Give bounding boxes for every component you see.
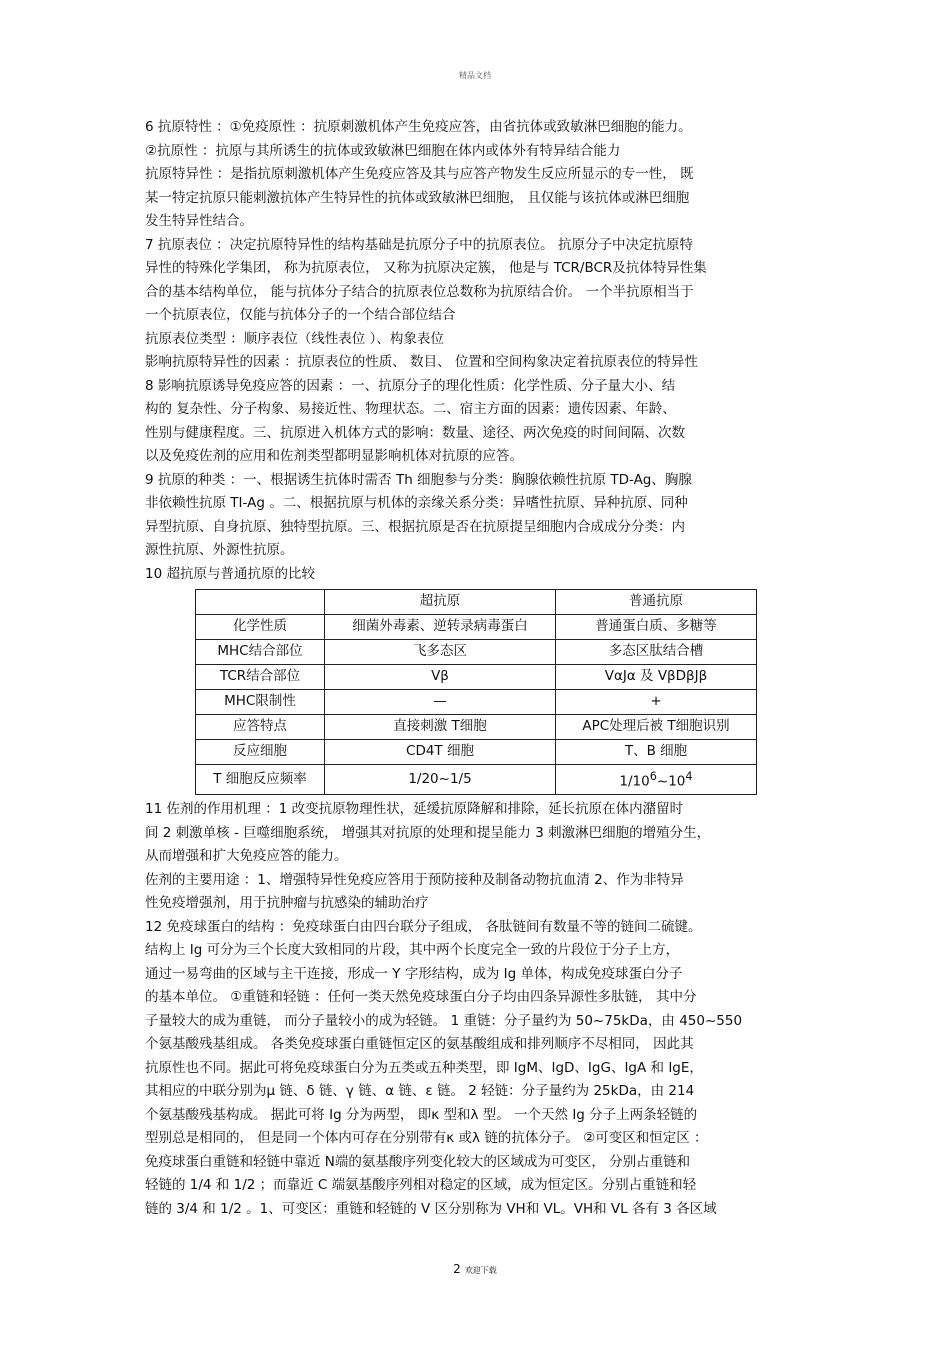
text-block-1 — [145, 116, 810, 586]
text-line: 6 抗原特性 ：①免疫原性 ：抗原刺激机体产生免疫应答，由省抗体或致敏淋巴细胞的能力。 — [145, 119, 692, 135]
frequency-exponent: 4 — [685, 770, 693, 783]
text-line: 抗原性也不同。据此可将免疫球蛋白分为五类或五种类型，即 IgM、IgD、IgG、IgA 和 IgE， — [145, 1059, 703, 1076]
table-cell: TCR结合部位 — [196, 665, 325, 690]
table-cell: T、B 细胞 — [556, 740, 757, 765]
table-cell: 飞多态区 — [325, 640, 556, 665]
table-cell: 普通蛋白质、多糖等 — [556, 615, 757, 640]
text-line: 免疫球蛋白重链和轻链中靠近 N端的氨基酸序列变化较大的区域成为可变区， 分别占重链和 — [145, 1153, 691, 1170]
text-line: 通过一易弯曲的区域与主干连接，形成一 Y 字形结构，成为 Ig 单体，构成免疫球蛋白分子 — [145, 965, 683, 982]
text-line: 合的基本结构单位， 能与抗体分子结合的抗原表位总数称为抗原结合价。 一个半抗原相当于 — [145, 283, 694, 300]
document-body — [145, 116, 810, 1221]
table-header-cell: 普通抗原 — [556, 590, 757, 615]
table-cell: MHC限制性 — [196, 690, 325, 715]
frequency-range: ~10 — [656, 773, 686, 790]
comparison-table — [195, 589, 757, 795]
text-line: 一个抗原表位，仅能与抗体分子的一个结合部位结合 — [145, 307, 456, 323]
table-row — [196, 715, 757, 740]
text-line: 7 抗原表位 ：决定抗原特异性的结构基础是抗原分子中的抗原表位。 抗原分子中决定抗原特 — [145, 236, 693, 253]
table-cell: CD4T 细胞 — [325, 740, 556, 765]
table-row — [196, 665, 757, 690]
table-cell: Vβ — [325, 665, 556, 690]
text-line: 9 抗原的种类 ：一、根据诱生抗体时需否 Th 细胞参与分类：胸腺依赖性抗原 TD-Ag、胸腺 — [145, 471, 692, 488]
text-line: 性免疫增强剂，用于抗肿瘤与抗感染的辅助治疗 — [145, 895, 429, 911]
text-line: 结构上 Ig 可分为三个长度大致相同的片段，其中两个长度完全一致的片段位于分子上方， — [145, 942, 680, 958]
table-header-cell: 超抗原 — [325, 590, 556, 615]
text-block-2 — [145, 798, 810, 1221]
text-line: 影响抗原特异性的因素 ：抗原表位的性质、 数目、 位置和空间构象决定着抗原表位的特异性 — [145, 354, 698, 370]
text-line: 个氨基酸残基构成。 据此可将 Ig 分为两型， 即κ 型和λ 型。 一个天然 Ig 分子上两条轻链的 — [145, 1106, 698, 1123]
text-line: 10 超抗原与普通抗原的比较 — [145, 565, 315, 582]
text-line: 其相应的中联分别为μ 链、δ 链、γ 链、α 链、ε 链。 2 轻链：分子量约为 25kDa，由 214 — [145, 1083, 695, 1099]
text-line: 性别与健康程度。三、抗原进入机体方式的影响：数量、途径、两次免疫的时间间隔、次数 — [145, 424, 685, 441]
page-number: 2 — [453, 1262, 461, 1276]
text-line: 轻链的 1/4 和 1/2 ；而靠近 C 端氨基酸序列相对稳定的区域，成为恒定区。分别占重链和轻 — [145, 1177, 697, 1193]
text-line: 抗原特异性 ：是指抗原刺激机体产生免疫应答及其与应答产物发生反应所显示的专一性， 既 — [145, 166, 694, 182]
text-line: ②抗原性 ：抗原与其所诱生的抗体或致敏淋巴细胞在体内或体外有特异结合能力 — [145, 142, 621, 159]
text-line: 以及免疫佐剂的应用和佐剂类型都明显影响机体对抗原的应答。 — [145, 448, 523, 464]
table-cell: 反应细胞 — [196, 740, 325, 765]
table-cell: 直接刺激 T细胞 — [325, 715, 556, 740]
page-footer — [0, 1262, 950, 1276]
text-line: 某一特定抗原只能刺激抗体产生特异性的抗体或致敏淋巴细胞， 且仅能与该抗体或淋巴细胞 — [145, 189, 690, 206]
table-cell: 化学性质 — [196, 615, 325, 640]
table-cell: VαJα 及 VβDβJβ — [556, 665, 757, 690]
table-cell: MHC结合部位 — [196, 640, 325, 665]
text-line: 型别总是相同的， 但是同一个体内可存在分别带有κ 或λ 链的抗体分子。 ②可变区和恒定区 ： — [145, 1130, 708, 1146]
text-line: 源性抗原、外源性抗原。 — [145, 542, 294, 558]
frequency-value: 1/10 — [619, 773, 650, 790]
text-line: 间 2 刺激单核 - 巨噬细胞系统， 增强其对抗原的处理和提呈能力 3 刺激淋巴细胞的增殖分生， — [145, 824, 711, 841]
table-cell: 多态区肽结合槽 — [556, 640, 757, 665]
text-line: 个氨基酸残基组成。 各类免疫球蛋白重链恒定区的氨基酸组成和排列顺序不尽相同， 因此其 — [145, 1036, 694, 1052]
text-line: 8 影响抗原诱导免疫应答的因素 ：一、抗原分子的理化性质：化学性质、分子量大小、结 — [145, 377, 676, 394]
text-line: 的基本单位。 ①重链和轻链 ：任何一类天然免疫球蛋白分子均由四条异源性多肽链， 其中分 — [145, 989, 697, 1005]
table-cell — [556, 765, 757, 795]
table-row — [196, 640, 757, 665]
text-line: 12 免疫球蛋白的结构 ：免疫球蛋白由四台联分子组成， 各肽链间有数量不等的链间二硫键。 — [145, 918, 702, 935]
table-header-row — [196, 590, 757, 615]
text-line: 11 佐剂的作用机理 ：1 改变抗原物理性状，延缓抗原降解和排除，延长抗原在体内潴留时 — [145, 801, 684, 817]
table-row — [196, 765, 757, 795]
text-line: 佐剂的主要用途 ：1、增强特异性免疫应答用于预防接种及制备动物抗血清 2、作为非特异 — [145, 871, 684, 888]
table-cell: APC处理后被 T细胞识别 — [556, 715, 757, 740]
table-header-cell — [196, 590, 325, 615]
text-line: 从而增强和扩大免疫应答的能力。 — [145, 848, 348, 864]
table-row — [196, 615, 757, 640]
table-row — [196, 690, 757, 715]
page-header: 精品文档 — [459, 71, 491, 80]
table-cell: 1/20~1/5 — [325, 765, 556, 795]
table-cell: T 细胞反应频率 — [196, 765, 325, 795]
table-cell: + — [556, 690, 757, 715]
table-cell: 细菌外毒素、逆转录病毒蛋白 — [325, 615, 556, 640]
table-cell: — — [325, 690, 556, 715]
text-line: 子量较大的成为重链， 而分子量较小的成为轻链。 1 重链：分子量约为 50~75kDa，由 450~550 — [145, 1012, 743, 1029]
text-line: 异性的特殊化学集团， 称为抗原表位， 又称为抗原决定簇， 他是与 TCR/BCR及抗体特异性集 — [145, 260, 707, 276]
text-line: 构的 复杂性、分子构象、易接近性、物理状态。二、宿主方面的因素：遗传因素、年龄、 — [145, 401, 676, 417]
text-line: 抗原表位类型 ：顺序表位（线性表位 ）、构象表位 — [145, 330, 444, 347]
footer-text: 欢迎下载 — [464, 1266, 497, 1275]
frequency-exponent: 6 — [649, 770, 657, 783]
table-row — [196, 740, 757, 765]
text-line: 非依赖性抗原 TI-Ag 。二、根据抗原与机体的亲缘关系分类：异嗜性抗原、异种抗原、同种 — [145, 495, 688, 511]
table-cell: 应答特点 — [196, 715, 325, 740]
text-line: 链的 3/4 和 1/2 。1、可变区：重链和轻链的 V 区分别称为 VH和 VL。VH和 VL 各有 3 各区域 — [145, 1200, 717, 1217]
text-line: 异型抗原、自身抗原、独特型抗原。三、根据抗原是否在抗原提呈细胞内合成成分分类：内 — [145, 518, 685, 535]
text-line: 发生特异性结合。 — [145, 213, 253, 229]
